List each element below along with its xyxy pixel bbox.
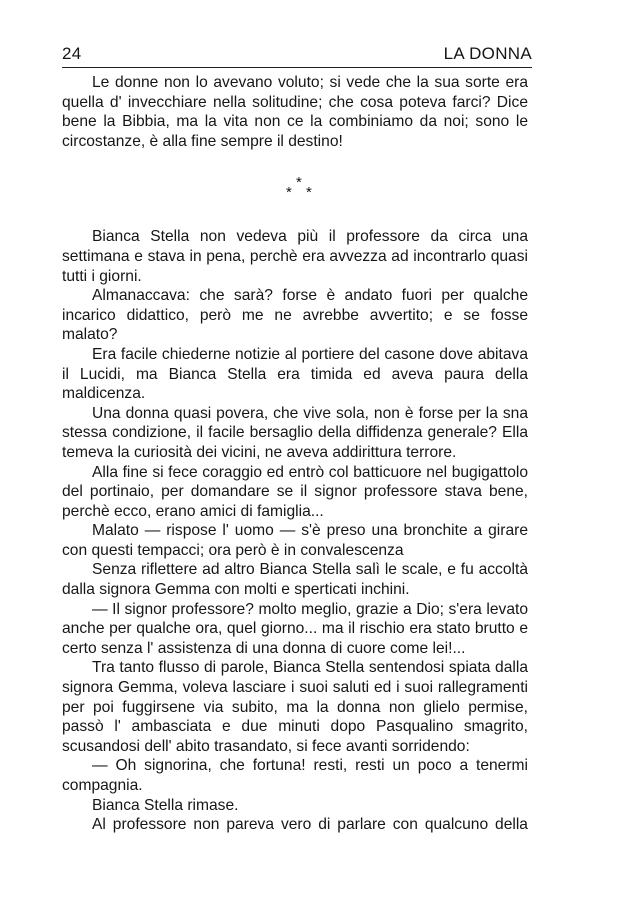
paragraph: Malato — rispose l' uomo — s'è preso una bronchite a girare con questi tempacci; ora però è in convalescenza <box>62 522 528 559</box>
paragraph: Bianca Stella rimase. <box>92 796 239 814</box>
paragraph: Senza riflettere ad altro Bianca Stella salì le scale, e fu accoltà dalla signora Gemma con molti e sperticati inchini. <box>62 561 528 599</box>
asterisk-glyph: * <box>286 184 292 202</box>
paragraph: Era facile chiederne notizie al portiere del casone dove abitava il Lucidi, ma Bianca Stella era timida ed aveva paura della maldicenza. <box>62 345 528 403</box>
header-rule <box>62 67 532 68</box>
paragraph: — Oh signorina, che fortuna! resti, resti un poco a tenermi compagnia. <box>62 757 528 794</box>
paragraph: Al professore non pareva vero di parlare con qualcuno della <box>92 816 528 834</box>
body-text <box>62 73 528 835</box>
paragraph: Almanaccava: che sarà? forse è andato fuori per qualche incarico didattico, però me ne avrebbe avvertito; e se fosse malato? <box>62 287 528 344</box>
paragraph: Tra tanto flusso di parole, Bianca Stella sentendosi spiata dalla signora Gemma, voleva lasciare i suoi saluti ed i suoi rallegramenti per poi fuggirsene via subito, ma la donna non glielo permise, passò l' ambasciata e due minuti dopo Pasqualino smagrito, scusandosi dell' abito trasandato, si fece avanti sorridendo: <box>62 659 528 755</box>
asterisk-glyph: * <box>306 184 312 202</box>
running-title: LA DONNA <box>443 44 532 63</box>
paragraph: Alla fine si fece coraggio ed entrò col batticuore nel bugigattolo del portinaio, per domandare se il signor professore stava bene, perchè ecco, erano amici di famiglia... <box>62 463 528 520</box>
paragraph: Una donna quasi povera, che vive sola, non è forse per la sna stessa condizione, il facile bersaglio della diffidenza generale? Ella temeva la curiosità dei vicini, ne aveva addirittura terrore. <box>62 404 528 461</box>
paragraph: Bianca Stella non vedeva più il professore da circa una settimana e stava in pena, perchè era avvezza ad incontrarlo quasi tutti i giorni. <box>62 228 528 285</box>
paragraph: Le donne non lo avevano voluto; si vede che la sua sorte era quella d' invecchiare nella solitudine; che cosa poteva farci? Dice bene la Bibbia, ma la vita non ce la combiniamo da noi; sono le circostanze, è alla fine sempre il destino! <box>62 74 528 150</box>
page-number: 24 <box>62 44 82 63</box>
paragraph: — Il signor professore? molto meglio, grazie a Dio; s'era levato anche per qualche ora, quel giorno... ma il rischio era stato brutto e certo senza l' assistenza di una donna di cuore come lei!... <box>62 600 528 657</box>
asterism-separator <box>281 175 321 205</box>
page-header <box>62 38 532 64</box>
asterisk-glyph: * <box>296 174 302 192</box>
